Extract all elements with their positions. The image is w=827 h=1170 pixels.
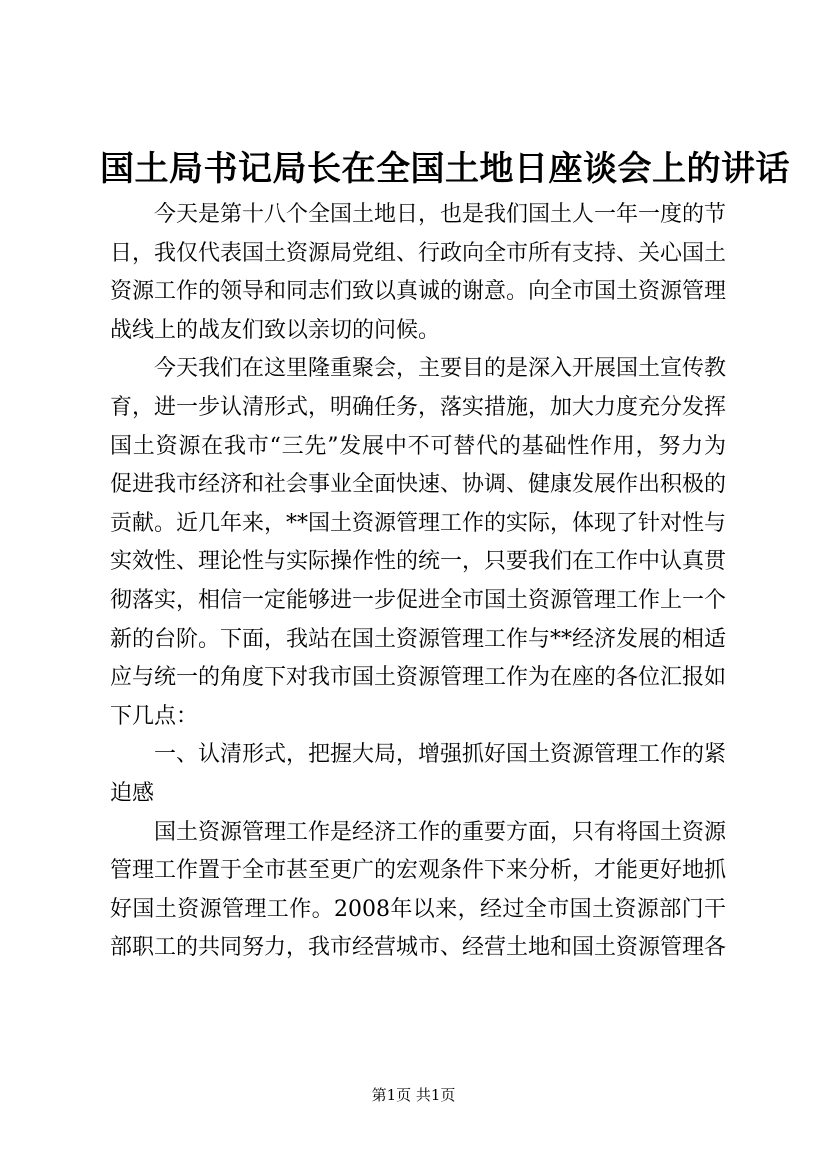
section-heading-1: 一、认清形式，把握大局，增强抓好国土资源管理工作的紧迫感	[110, 742, 727, 806]
document-title: 国土局书记局长在全国土地日座谈会上的讲话	[100, 149, 790, 189]
page-footer: 第1页 共1页	[371, 1086, 456, 1104]
paragraph-section-1: 国土资源管理工作是经济工作的重要方面，只有将国土资源管理工作置于全市甚至更广的宏观条件下来分析，才能更好地抓好国土资源管理工作。2008年以来，经过全市国土资源部门干部职工的共同努力，我市经营城市、经营土地和国土资源管理各	[110, 819, 727, 961]
document-body	[110, 196, 726, 968]
paragraph-intro: 今天是第十八个全国土地日，也是我们国土人一年一度的节日，我仅代表国土资源局党组、行政向全市所有支持、关心国土资源工作的领导和同志们致以真诚的谢意。向全市国土资源管理战线上的战友们致以亲切的问候。	[110, 202, 727, 343]
paragraph-purpose: 今天我们在这里隆重聚会，主要目的是深入开展国土宣传教育，进一步认清形式，明确任务，落实措施，加大力度充分发挥国土资源在我市“三先”发展中不可替代的基础性作用，努力为促进我市经济和社会事业全面快速、协调、健康发展作出积极的贡献。近几年来，**国土资源管理工作的实际，体现了针对性与实效性、理论性与实际操作性的统一，只要我们在工作中认真贯彻落实，相信一定能够进一步促进全市国土资源管理工作上一个新的台阶。下面，我站在国土资源管理工作与**经济发展的相适应与统一的角度下对我市国土资源管理工作为在座的各位汇报如下几点：	[110, 356, 727, 729]
